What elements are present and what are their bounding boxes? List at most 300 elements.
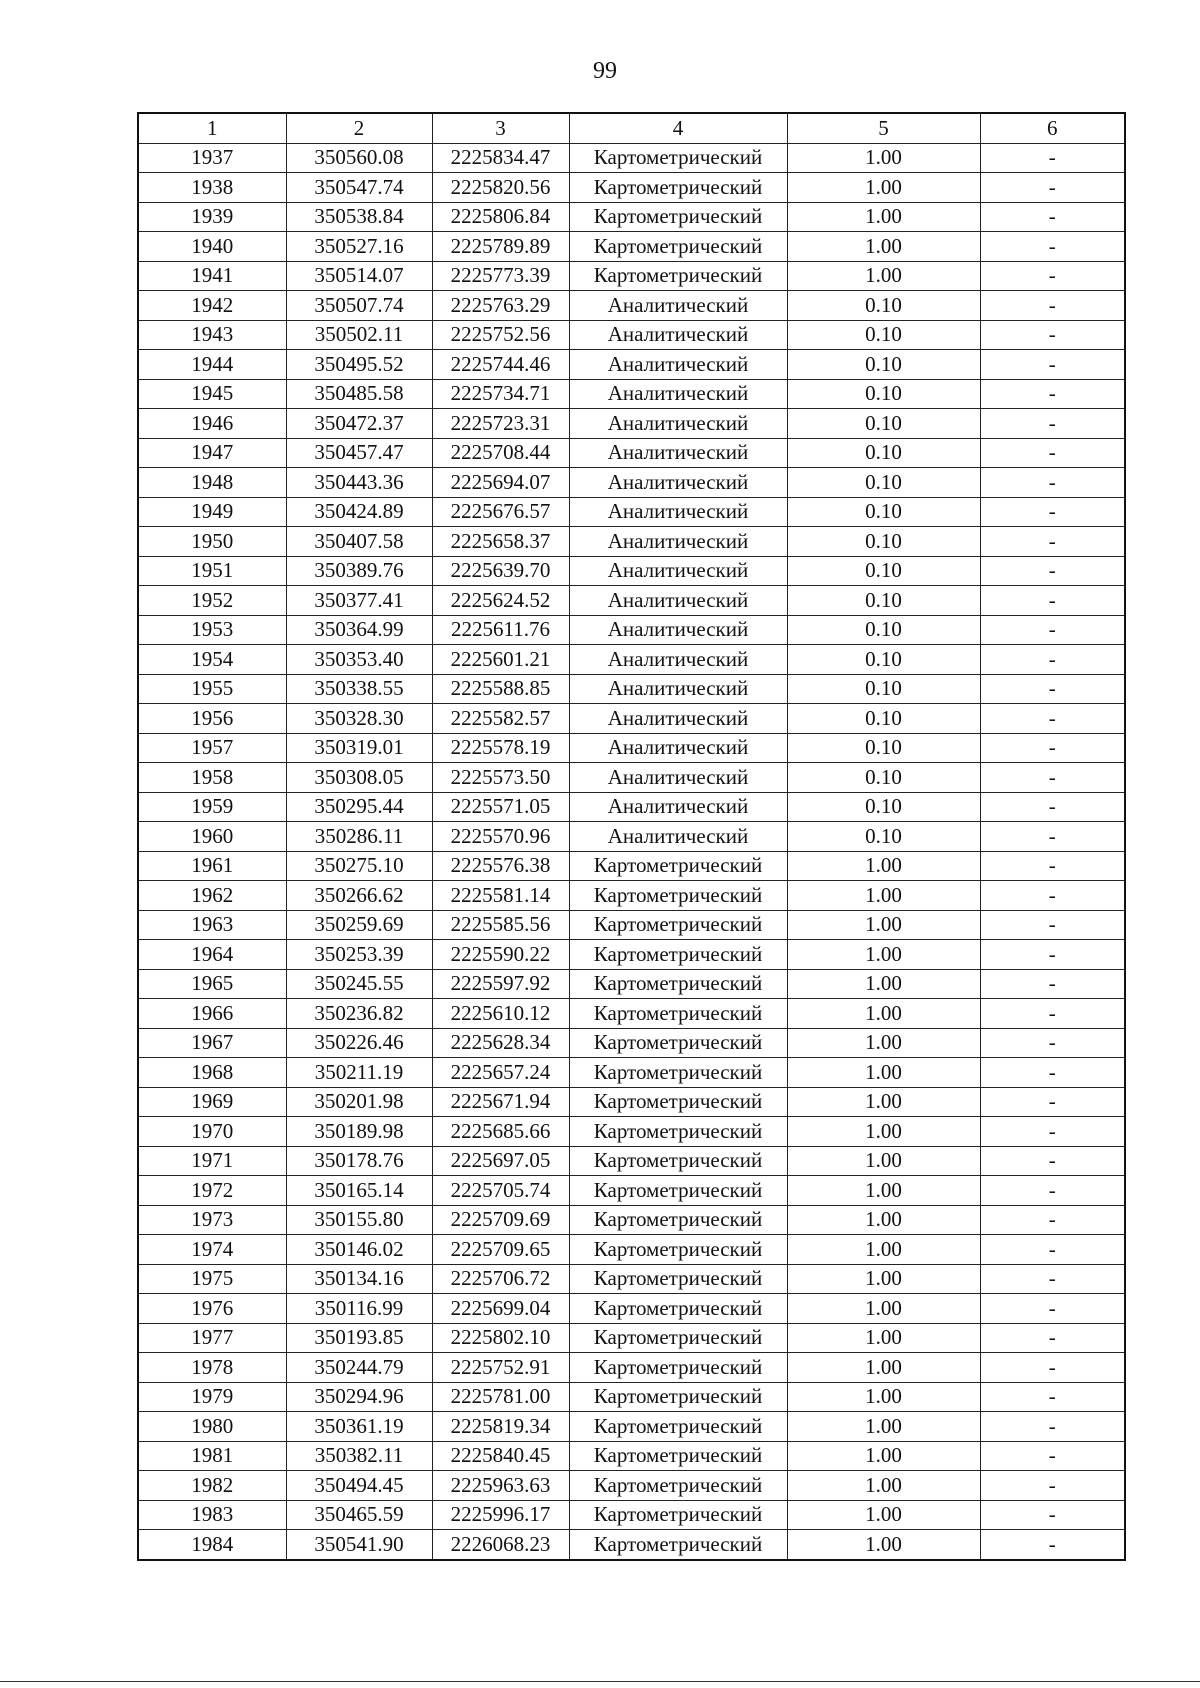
x-coordinate-cell: 350236.82	[286, 999, 432, 1029]
accuracy-cell: 1.00	[787, 1353, 980, 1383]
accuracy-cell: 1.00	[787, 1264, 980, 1294]
method-cell: Аналитический	[569, 291, 787, 321]
accuracy-cell: 0.10	[787, 497, 980, 527]
accuracy-cell: 1.00	[787, 1441, 980, 1471]
y-coordinate-cell: 2225802.10	[432, 1323, 569, 1353]
y-coordinate-cell: 2225624.52	[432, 586, 569, 616]
point-number-cell: 1965	[138, 969, 286, 999]
x-coordinate-cell: 350361.19	[286, 1412, 432, 1442]
accuracy-cell: 1.00	[787, 851, 980, 881]
coordinates-table	[137, 112, 1126, 1561]
column-header: 5	[787, 113, 980, 143]
note-cell: -	[980, 320, 1125, 350]
note-cell: -	[980, 409, 1125, 439]
method-cell: Картометрический	[569, 851, 787, 881]
y-coordinate-cell: 2225723.31	[432, 409, 569, 439]
method-cell: Аналитический	[569, 615, 787, 645]
x-coordinate-cell: 350266.62	[286, 881, 432, 911]
accuracy-cell: 0.10	[787, 350, 980, 380]
x-coordinate-cell: 350338.55	[286, 674, 432, 704]
note-cell: -	[980, 202, 1125, 232]
accuracy-cell: 0.10	[787, 320, 980, 350]
x-coordinate-cell: 350443.36	[286, 468, 432, 498]
method-cell: Аналитический	[569, 556, 787, 586]
table-row	[138, 1176, 1125, 1206]
point-number-cell: 1950	[138, 527, 286, 557]
method-cell: Картометрический	[569, 1441, 787, 1471]
table-header-row	[138, 113, 1125, 143]
method-cell: Картометрический	[569, 1146, 787, 1176]
method-cell: Картометрический	[569, 1117, 787, 1147]
table-row	[138, 1294, 1125, 1324]
table-row	[138, 1323, 1125, 1353]
x-coordinate-cell: 350244.79	[286, 1353, 432, 1383]
y-coordinate-cell: 2225708.44	[432, 438, 569, 468]
point-number-cell: 1974	[138, 1235, 286, 1265]
note-cell: -	[980, 851, 1125, 881]
point-number-cell: 1967	[138, 1028, 286, 1058]
y-coordinate-cell: 2225610.12	[432, 999, 569, 1029]
x-coordinate-cell: 350389.76	[286, 556, 432, 586]
accuracy-cell: 1.00	[787, 940, 980, 970]
y-coordinate-cell: 2225570.96	[432, 822, 569, 852]
x-coordinate-cell: 350253.39	[286, 940, 432, 970]
y-coordinate-cell: 2225588.85	[432, 674, 569, 704]
method-cell: Картометрический	[569, 261, 787, 291]
x-coordinate-cell: 350294.96	[286, 1382, 432, 1412]
x-coordinate-cell: 350547.74	[286, 173, 432, 203]
x-coordinate-cell: 350259.69	[286, 910, 432, 940]
point-number-cell: 1945	[138, 379, 286, 409]
y-coordinate-cell: 2225597.92	[432, 969, 569, 999]
method-cell: Аналитический	[569, 704, 787, 734]
method-cell: Картометрический	[569, 1264, 787, 1294]
note-cell: -	[980, 261, 1125, 291]
note-cell: -	[980, 350, 1125, 380]
table-row	[138, 1412, 1125, 1442]
y-coordinate-cell: 2225763.29	[432, 291, 569, 321]
note-cell: -	[980, 1530, 1125, 1560]
point-number-cell: 1970	[138, 1117, 286, 1147]
accuracy-cell: 0.10	[787, 792, 980, 822]
table-row	[138, 497, 1125, 527]
x-coordinate-cell: 350485.58	[286, 379, 432, 409]
table-row	[138, 1146, 1125, 1176]
method-cell: Аналитический	[569, 733, 787, 763]
note-cell: -	[980, 645, 1125, 675]
accuracy-cell: 1.00	[787, 1146, 980, 1176]
point-number-cell: 1953	[138, 615, 286, 645]
method-cell: Картометрический	[569, 881, 787, 911]
accuracy-cell: 1.00	[787, 1058, 980, 1088]
x-coordinate-cell: 350193.85	[286, 1323, 432, 1353]
x-coordinate-cell: 350211.19	[286, 1058, 432, 1088]
x-coordinate-cell: 350189.98	[286, 1117, 432, 1147]
x-coordinate-cell: 350541.90	[286, 1530, 432, 1560]
x-coordinate-cell: 350495.52	[286, 350, 432, 380]
table-row	[138, 1382, 1125, 1412]
accuracy-cell: 1.00	[787, 202, 980, 232]
point-number-cell: 1979	[138, 1382, 286, 1412]
note-cell: -	[980, 586, 1125, 616]
accuracy-cell: 1.00	[787, 1176, 980, 1206]
point-number-cell: 1944	[138, 350, 286, 380]
accuracy-cell: 0.10	[787, 438, 980, 468]
table-row	[138, 556, 1125, 586]
accuracy-cell: 0.10	[787, 379, 980, 409]
note-cell: -	[980, 1294, 1125, 1324]
method-cell: Аналитический	[569, 320, 787, 350]
table-row	[138, 586, 1125, 616]
note-cell: -	[980, 1500, 1125, 1530]
table-row	[138, 1441, 1125, 1471]
point-number-cell: 1955	[138, 674, 286, 704]
x-coordinate-cell: 350286.11	[286, 822, 432, 852]
y-coordinate-cell: 2225628.34	[432, 1028, 569, 1058]
x-coordinate-cell: 350116.99	[286, 1294, 432, 1324]
note-cell: -	[980, 1117, 1125, 1147]
point-number-cell: 1943	[138, 320, 286, 350]
note-cell: -	[980, 615, 1125, 645]
accuracy-cell: 0.10	[787, 468, 980, 498]
accuracy-cell: 0.10	[787, 704, 980, 734]
table-row	[138, 1058, 1125, 1088]
point-number-cell: 1963	[138, 910, 286, 940]
note-cell: -	[980, 468, 1125, 498]
method-cell: Аналитический	[569, 350, 787, 380]
note-cell: -	[980, 792, 1125, 822]
y-coordinate-cell: 2225752.91	[432, 1353, 569, 1383]
table-row	[138, 969, 1125, 999]
note-cell: -	[980, 527, 1125, 557]
point-number-cell: 1947	[138, 438, 286, 468]
note-cell: -	[980, 438, 1125, 468]
y-coordinate-cell: 2225601.21	[432, 645, 569, 675]
table-row	[138, 1471, 1125, 1501]
y-coordinate-cell: 2225806.84	[432, 202, 569, 232]
y-coordinate-cell: 2225781.00	[432, 1382, 569, 1412]
point-number-cell: 1971	[138, 1146, 286, 1176]
table-row	[138, 173, 1125, 203]
table-row	[138, 1117, 1125, 1147]
method-cell: Аналитический	[569, 645, 787, 675]
method-cell: Аналитический	[569, 763, 787, 793]
y-coordinate-cell: 2225834.47	[432, 143, 569, 173]
y-coordinate-cell: 2225706.72	[432, 1264, 569, 1294]
x-coordinate-cell: 350514.07	[286, 261, 432, 291]
note-cell: -	[980, 1058, 1125, 1088]
method-cell: Аналитический	[569, 586, 787, 616]
point-number-cell: 1972	[138, 1176, 286, 1206]
y-coordinate-cell: 2225671.94	[432, 1087, 569, 1117]
note-cell: -	[980, 1087, 1125, 1117]
point-number-cell: 1968	[138, 1058, 286, 1088]
table-row	[138, 320, 1125, 350]
x-coordinate-cell: 350353.40	[286, 645, 432, 675]
y-coordinate-cell: 2225699.04	[432, 1294, 569, 1324]
point-number-cell: 1940	[138, 232, 286, 262]
point-number-cell: 1981	[138, 1441, 286, 1471]
table-row	[138, 379, 1125, 409]
accuracy-cell: 0.10	[787, 645, 980, 675]
point-number-cell: 1958	[138, 763, 286, 793]
point-number-cell: 1960	[138, 822, 286, 852]
method-cell: Картометрический	[569, 1323, 787, 1353]
accuracy-cell: 1.00	[787, 1087, 980, 1117]
method-cell: Картометрический	[569, 173, 787, 203]
column-header: 6	[980, 113, 1125, 143]
method-cell: Аналитический	[569, 674, 787, 704]
method-cell: Аналитический	[569, 792, 787, 822]
note-cell: -	[980, 173, 1125, 203]
table-row	[138, 674, 1125, 704]
y-coordinate-cell: 2225639.70	[432, 556, 569, 586]
point-number-cell: 1983	[138, 1500, 286, 1530]
method-cell: Картометрический	[569, 1382, 787, 1412]
table-row	[138, 409, 1125, 439]
method-cell: Картометрический	[569, 999, 787, 1029]
note-cell: -	[980, 940, 1125, 970]
method-cell: Картометрический	[569, 1235, 787, 1265]
x-coordinate-cell: 350560.08	[286, 143, 432, 173]
method-cell: Картометрический	[569, 1087, 787, 1117]
y-coordinate-cell: 2225573.50	[432, 763, 569, 793]
point-number-cell: 1956	[138, 704, 286, 734]
note-cell: -	[980, 1028, 1125, 1058]
point-number-cell: 1966	[138, 999, 286, 1029]
column-header: 1	[138, 113, 286, 143]
x-coordinate-cell: 350245.55	[286, 969, 432, 999]
y-coordinate-cell: 2225963.63	[432, 1471, 569, 1501]
method-cell: Картометрический	[569, 1412, 787, 1442]
table-row	[138, 232, 1125, 262]
accuracy-cell: 0.10	[787, 586, 980, 616]
accuracy-cell: 1.00	[787, 1471, 980, 1501]
accuracy-cell: 1.00	[787, 1235, 980, 1265]
table-row	[138, 468, 1125, 498]
accuracy-cell: 1.00	[787, 143, 980, 173]
x-coordinate-cell: 350275.10	[286, 851, 432, 881]
x-coordinate-cell: 350494.45	[286, 1471, 432, 1501]
y-coordinate-cell: 2225705.74	[432, 1176, 569, 1206]
method-cell: Аналитический	[569, 379, 787, 409]
method-cell: Аналитический	[569, 468, 787, 498]
accuracy-cell: 1.00	[787, 173, 980, 203]
method-cell: Картометрический	[569, 1058, 787, 1088]
y-coordinate-cell: 2225734.71	[432, 379, 569, 409]
accuracy-cell: 1.00	[787, 1205, 980, 1235]
method-cell: Картометрический	[569, 1500, 787, 1530]
note-cell: -	[980, 1146, 1125, 1176]
point-number-cell: 1939	[138, 202, 286, 232]
y-coordinate-cell: 2225578.19	[432, 733, 569, 763]
x-coordinate-cell: 350364.99	[286, 615, 432, 645]
x-coordinate-cell: 350527.16	[286, 232, 432, 262]
x-coordinate-cell: 350328.30	[286, 704, 432, 734]
method-cell: Аналитический	[569, 497, 787, 527]
y-coordinate-cell: 2225576.38	[432, 851, 569, 881]
column-header: 3	[432, 113, 569, 143]
point-number-cell: 1982	[138, 1471, 286, 1501]
table-row	[138, 438, 1125, 468]
table-row	[138, 704, 1125, 734]
note-cell: -	[980, 1441, 1125, 1471]
method-cell: Картометрический	[569, 1205, 787, 1235]
x-coordinate-cell: 350465.59	[286, 1500, 432, 1530]
accuracy-cell: 0.10	[787, 409, 980, 439]
method-cell: Картометрический	[569, 1471, 787, 1501]
table-row	[138, 733, 1125, 763]
method-cell: Картометрический	[569, 232, 787, 262]
y-coordinate-cell: 2225658.37	[432, 527, 569, 557]
note-cell: -	[980, 910, 1125, 940]
accuracy-cell: 1.00	[787, 910, 980, 940]
table-row	[138, 910, 1125, 940]
point-number-cell: 1937	[138, 143, 286, 173]
note-cell: -	[980, 704, 1125, 734]
x-coordinate-cell: 350377.41	[286, 586, 432, 616]
method-cell: Картометрический	[569, 910, 787, 940]
table-body	[138, 143, 1125, 1560]
x-coordinate-cell: 350165.14	[286, 1176, 432, 1206]
method-cell: Картометрический	[569, 1353, 787, 1383]
y-coordinate-cell: 2225657.24	[432, 1058, 569, 1088]
table-row	[138, 645, 1125, 675]
method-cell: Картометрический	[569, 1176, 787, 1206]
method-cell: Картометрический	[569, 940, 787, 970]
point-number-cell: 1954	[138, 645, 286, 675]
table-row	[138, 1500, 1125, 1530]
point-number-cell: 1973	[138, 1205, 286, 1235]
table-row	[138, 763, 1125, 793]
method-cell: Картометрический	[569, 202, 787, 232]
accuracy-cell: 1.00	[787, 881, 980, 911]
note-cell: -	[980, 232, 1125, 262]
accuracy-cell: 1.00	[787, 1294, 980, 1324]
y-coordinate-cell: 2225611.76	[432, 615, 569, 645]
accuracy-cell: 0.10	[787, 291, 980, 321]
table-row	[138, 143, 1125, 173]
accuracy-cell: 1.00	[787, 1028, 980, 1058]
point-number-cell: 1978	[138, 1353, 286, 1383]
x-coordinate-cell: 350201.98	[286, 1087, 432, 1117]
x-coordinate-cell: 350424.89	[286, 497, 432, 527]
point-number-cell: 1938	[138, 173, 286, 203]
accuracy-cell: 0.10	[787, 733, 980, 763]
x-coordinate-cell: 350472.37	[286, 409, 432, 439]
note-cell: -	[980, 556, 1125, 586]
y-coordinate-cell: 2225582.57	[432, 704, 569, 734]
y-coordinate-cell: 2225709.65	[432, 1235, 569, 1265]
y-coordinate-cell: 2225581.14	[432, 881, 569, 911]
y-coordinate-cell: 2225996.17	[432, 1500, 569, 1530]
note-cell: -	[980, 1264, 1125, 1294]
x-coordinate-cell: 350538.84	[286, 202, 432, 232]
column-header: 2	[286, 113, 432, 143]
accuracy-cell: 0.10	[787, 822, 980, 852]
table-row	[138, 1235, 1125, 1265]
method-cell: Картометрический	[569, 143, 787, 173]
note-cell: -	[980, 763, 1125, 793]
point-number-cell: 1976	[138, 1294, 286, 1324]
table-row	[138, 999, 1125, 1029]
table-row	[138, 851, 1125, 881]
table-row	[138, 881, 1125, 911]
y-coordinate-cell: 2225840.45	[432, 1441, 569, 1471]
point-number-cell: 1948	[138, 468, 286, 498]
table-row	[138, 1530, 1125, 1560]
point-number-cell: 1977	[138, 1323, 286, 1353]
x-coordinate-cell: 350226.46	[286, 1028, 432, 1058]
accuracy-cell: 1.00	[787, 1382, 980, 1412]
x-coordinate-cell: 350507.74	[286, 291, 432, 321]
table-row	[138, 1028, 1125, 1058]
method-cell: Аналитический	[569, 438, 787, 468]
note-cell: -	[980, 674, 1125, 704]
point-number-cell: 1957	[138, 733, 286, 763]
y-coordinate-cell: 2226068.23	[432, 1530, 569, 1560]
method-cell: Картометрический	[569, 1530, 787, 1560]
accuracy-cell: 0.10	[787, 763, 980, 793]
note-cell: -	[980, 497, 1125, 527]
method-cell: Аналитический	[569, 822, 787, 852]
x-coordinate-cell: 350502.11	[286, 320, 432, 350]
x-coordinate-cell: 350295.44	[286, 792, 432, 822]
point-number-cell: 1952	[138, 586, 286, 616]
accuracy-cell: 1.00	[787, 1323, 980, 1353]
method-cell: Картометрический	[569, 1028, 787, 1058]
note-cell: -	[980, 733, 1125, 763]
table-row	[138, 822, 1125, 852]
x-coordinate-cell: 350308.05	[286, 763, 432, 793]
table-row	[138, 1087, 1125, 1117]
table-row	[138, 1353, 1125, 1383]
note-cell: -	[980, 822, 1125, 852]
y-coordinate-cell: 2225676.57	[432, 497, 569, 527]
note-cell: -	[980, 379, 1125, 409]
table-row	[138, 202, 1125, 232]
y-coordinate-cell: 2225752.56	[432, 320, 569, 350]
table-row	[138, 940, 1125, 970]
y-coordinate-cell: 2225744.46	[432, 350, 569, 380]
x-coordinate-cell: 350155.80	[286, 1205, 432, 1235]
table-row	[138, 792, 1125, 822]
y-coordinate-cell: 2225820.56	[432, 173, 569, 203]
table-row	[138, 350, 1125, 380]
x-coordinate-cell: 350146.02	[286, 1235, 432, 1265]
y-coordinate-cell: 2225789.89	[432, 232, 569, 262]
x-coordinate-cell: 350134.16	[286, 1264, 432, 1294]
note-cell: -	[980, 1235, 1125, 1265]
note-cell: -	[980, 999, 1125, 1029]
accuracy-cell: 1.00	[787, 1530, 980, 1560]
point-number-cell: 1949	[138, 497, 286, 527]
accuracy-cell: 1.00	[787, 261, 980, 291]
note-cell: -	[980, 1412, 1125, 1442]
accuracy-cell: 0.10	[787, 615, 980, 645]
x-coordinate-cell: 350407.58	[286, 527, 432, 557]
point-number-cell: 1941	[138, 261, 286, 291]
point-number-cell: 1964	[138, 940, 286, 970]
point-number-cell: 1980	[138, 1412, 286, 1442]
method-cell: Аналитический	[569, 409, 787, 439]
table-row	[138, 1205, 1125, 1235]
point-number-cell: 1959	[138, 792, 286, 822]
accuracy-cell: 1.00	[787, 969, 980, 999]
y-coordinate-cell: 2225709.69	[432, 1205, 569, 1235]
note-cell: -	[980, 1382, 1125, 1412]
note-cell: -	[980, 1353, 1125, 1383]
